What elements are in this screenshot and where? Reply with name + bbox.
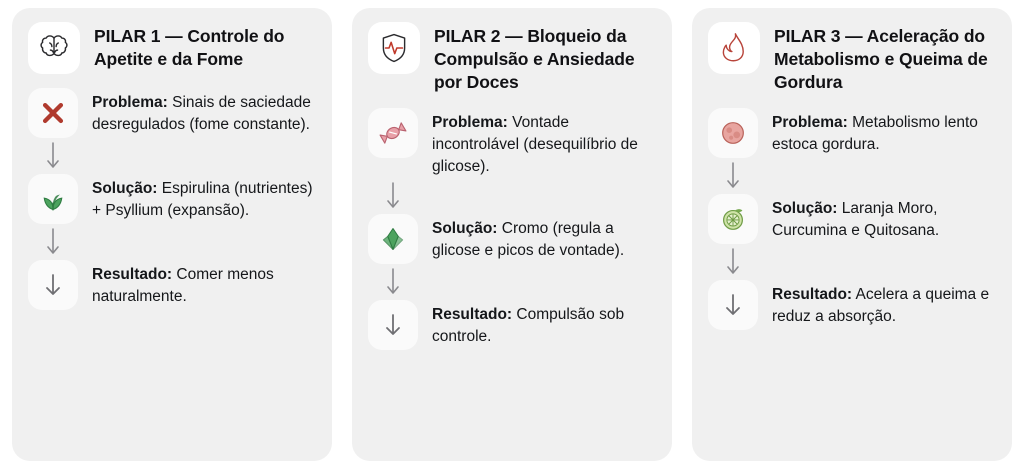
brain-icon	[28, 22, 80, 74]
step-body: Acelera a queima e reduz a absorção.	[772, 286, 990, 326]
step-body: Metabolismo lento estoca gordura.	[772, 114, 978, 154]
step-body: Compulsão sob controle.	[432, 306, 625, 346]
step-text	[772, 194, 994, 242]
step-body: Cromo (regula a glicose e picos de vontade).	[432, 220, 625, 260]
step-resultado	[28, 260, 314, 310]
step-label: Resultado:	[772, 286, 853, 304]
step-label: Problema:	[432, 114, 508, 132]
flame-icon	[708, 22, 760, 74]
step-problema	[708, 108, 994, 158]
step-label: Solução:	[432, 220, 498, 238]
step-text	[92, 174, 314, 222]
step-label: Solução:	[92, 180, 158, 197]
step-text	[92, 88, 314, 136]
step-text	[432, 300, 654, 348]
step-body: Espirulina (nutrientes) + Psyllium (expansão).	[92, 180, 313, 219]
pillar-title: PILAR 3 — Aceleração do Metabolismo e Queima de Gordura	[774, 26, 988, 93]
green-crystal-icon	[368, 214, 418, 264]
step-text	[772, 108, 994, 156]
down-arrow-icon	[28, 224, 78, 260]
down-arrow-icon	[368, 264, 418, 300]
citrus-icon	[708, 194, 758, 244]
down-arrow-icon	[708, 158, 758, 194]
step-text	[432, 108, 654, 178]
step-label: Problema:	[772, 114, 848, 132]
pillar-card-1	[12, 8, 332, 461]
step-label: Resultado:	[432, 306, 513, 324]
shield-heartbeat-icon	[368, 22, 420, 74]
pillar-title: PILAR 1 — Controle do Apetite e da Fome	[94, 26, 285, 70]
pillar-header-2	[368, 22, 654, 94]
red-x-icon	[28, 88, 78, 138]
step-resultado	[708, 280, 994, 330]
step-solucao	[708, 194, 994, 244]
pillar-steps-3	[708, 108, 994, 451]
pillar-card-3	[692, 8, 1012, 461]
step-solucao	[28, 174, 314, 224]
step-text	[432, 214, 654, 262]
step-solucao	[368, 214, 654, 264]
step-problema	[368, 108, 654, 178]
green-leaves-icon	[28, 174, 78, 224]
step-body: Laranja Moro, Curcumina e Quitosana.	[772, 200, 940, 240]
step-body: Comer menos naturalmente.	[92, 266, 274, 305]
down-arrow-icon	[28, 138, 78, 174]
step-label: Solução:	[772, 200, 838, 218]
step-text	[772, 280, 994, 328]
step-body: Sinais de saciedade desregulados (fome constante).	[92, 94, 311, 133]
step-label: Resultado:	[92, 266, 173, 283]
down-arrow-icon	[368, 178, 418, 214]
pillar-card-2	[352, 8, 672, 461]
pillar-header-3	[708, 22, 994, 94]
pillar-title: PILAR 2 — Bloqueio da Compulsão e Ansiedade por Doces	[434, 26, 635, 93]
down-arrow-icon	[708, 244, 758, 280]
step-problema	[28, 88, 314, 138]
down-arrow-icon	[368, 300, 418, 350]
step-body: Vontade incontrolável (desequilíbrio de glicose).	[432, 114, 638, 176]
fat-cell-icon	[708, 108, 758, 158]
step-text	[92, 260, 314, 308]
pillar-header-1	[28, 22, 314, 74]
down-arrow-icon	[708, 280, 758, 330]
down-arrow-icon	[28, 260, 78, 310]
pillar-steps-1	[28, 88, 314, 451]
step-label: Problema:	[92, 94, 168, 111]
candy-icon	[368, 108, 418, 158]
step-resultado	[368, 300, 654, 350]
pillar-steps-2	[368, 108, 654, 451]
